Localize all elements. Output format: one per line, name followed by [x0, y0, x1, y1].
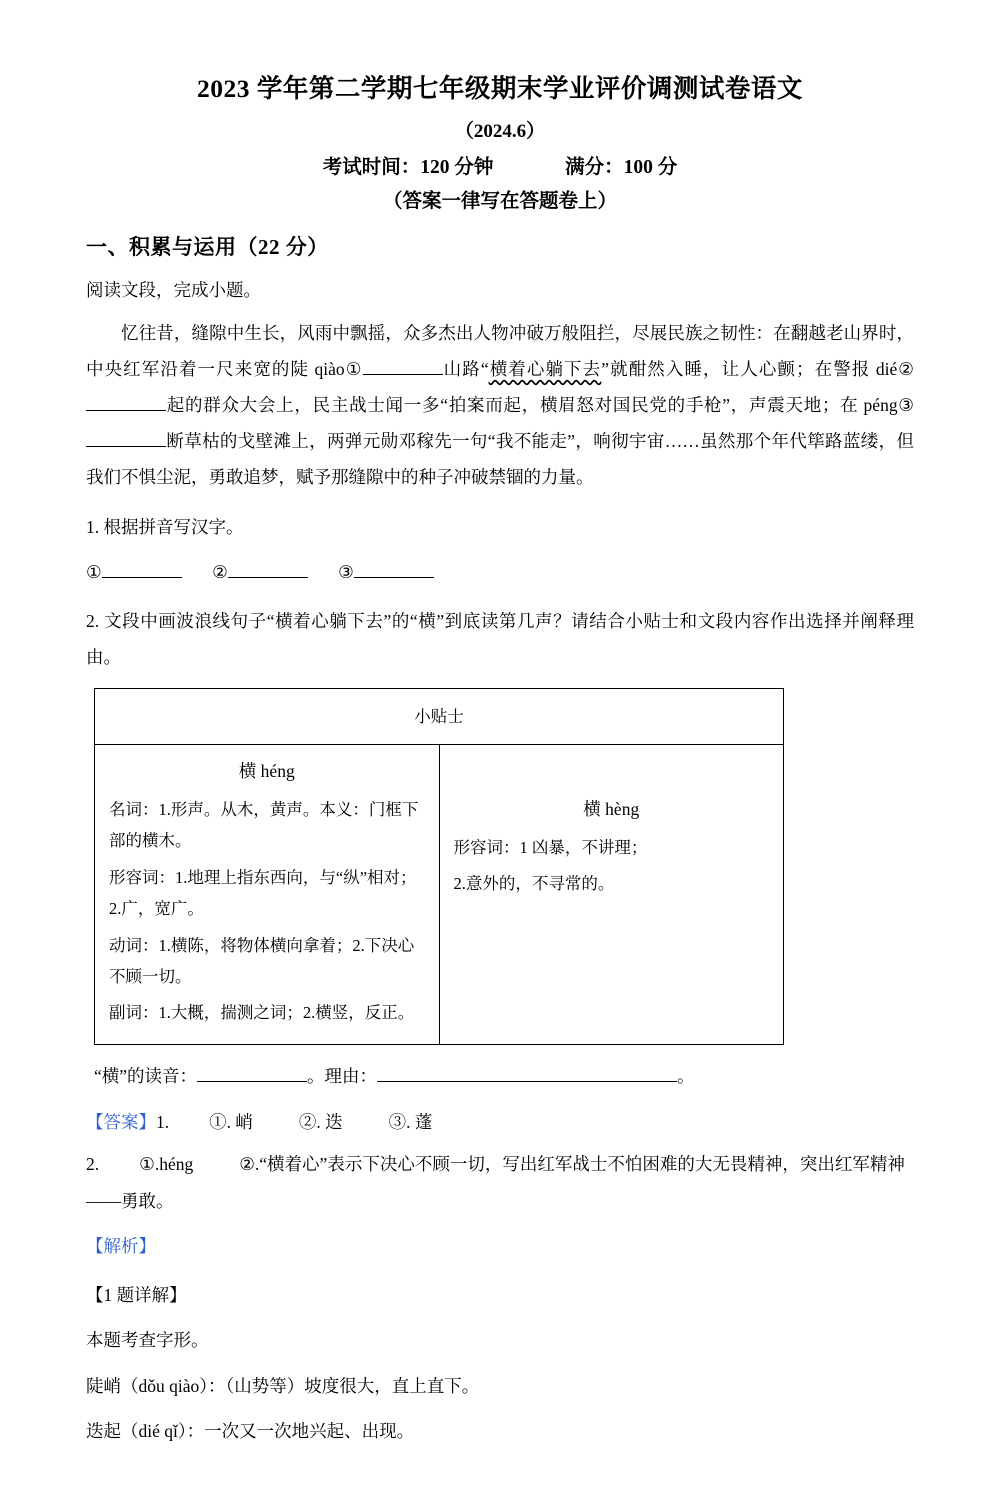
blank-line-2[interactable] — [228, 577, 308, 578]
answer-q2-number: 2. — [86, 1154, 100, 1175]
answer-section — [86, 1104, 914, 1220]
passage-blank-2 — [86, 410, 166, 411]
tip-heng4-line-1: 形容词：1 凶暴，不讲理； — [453, 838, 648, 858]
passage-part-1: 忆往昔，缝隙中生长，风雨中飘摇，众多杰出人物冲破万般阻拦，尽展民族之韧性：在翻越老山界时，中央红军沿着一尺来宽的陡 qiào① — [86, 323, 914, 380]
tip-table-body-row — [95, 744, 784, 1044]
question-2 — [86, 604, 914, 676]
pronunciation-blank[interactable] — [197, 1081, 307, 1082]
tip-table-header-row — [95, 688, 784, 744]
tip-table — [94, 688, 784, 1045]
answer-q2-part-a: ①.héng — [139, 1154, 194, 1175]
passage-part-4: 起的群众大会上，民主战士闻一多“拍案而起，横眉怒对国民党的手枪”，声震天地；在 péng③ — [166, 395, 914, 416]
analysis-line-1: 本题考查字形。 — [86, 1330, 209, 1351]
analysis-tag-line — [86, 1228, 914, 1266]
blank-label-1: ① — [86, 561, 102, 582]
blank-label-3: ③ — [338, 561, 354, 582]
tip-table-cell-heng4 — [439, 744, 784, 1044]
exam-time-label: 考试时间：120 分钟 — [322, 157, 494, 179]
answer-q1-item-3: ③. 蓬 — [388, 1111, 433, 1132]
answer-q1-number: 1. — [156, 1111, 170, 1132]
reason-blank[interactable] — [377, 1081, 677, 1082]
tip-table-cell-heng2 — [95, 744, 440, 1044]
answer-q1-item-2: ②. 迭 — [298, 1111, 343, 1132]
answer-line-1 — [86, 1104, 914, 1141]
answer-blank-item-1 — [86, 562, 182, 582]
exam-date: （2024.6） — [454, 121, 546, 143]
answer-q2-part-b: ②.“横着心”表示下决心不顾一切，写出红军战士不怕困难的大无畏精神，突出红军精神——勇敢。 — [86, 1154, 905, 1212]
answer-blank-item-3 — [338, 562, 434, 582]
answer-tag: 【答案】 — [86, 1111, 156, 1132]
tip-table-title: 小贴士 — [95, 688, 784, 744]
blank-label-2: ② — [212, 561, 228, 582]
tip-heng2-line-2: 形容词：1.地理上指东西向，与“纵”相对；2.广，宽广。 — [109, 867, 417, 919]
answer-line-2 — [86, 1146, 914, 1220]
analysis-q1-heading: 【1 题详解】 — [86, 1285, 187, 1306]
pronunciation-answer-line — [94, 1059, 914, 1094]
analysis-tag: 【解析】 — [86, 1235, 156, 1256]
passage-wave-text: 横着心躺下去 — [488, 359, 602, 380]
blank-line-1[interactable] — [102, 577, 182, 578]
pronunciation-middle: 。理由： — [307, 1065, 378, 1086]
tip-heng4-line-2: 2.意外的，不寻常的。 — [453, 874, 615, 894]
question-1-number: 1. — [86, 516, 100, 537]
passage-part-5: 断草枯的戈壁滩上，两弹元勋邓稼先一句“我不能走”，响彻宇宙……虽然那个年代筚路蓝缕，但我们不惧尘泥，勇敢追梦，赋予那缝隙中的种子冲破禁锢的力量。 — [86, 431, 914, 487]
blank-line-3[interactable] — [354, 577, 434, 578]
tip-heng2-line-4: 副词：1.大概，揣测之词；2.横竖，反正。 — [109, 1003, 415, 1023]
full-score-label: 满分：100 分 — [565, 157, 678, 179]
question-1-answer-blanks — [86, 555, 914, 590]
passage-blank-3 — [86, 446, 166, 447]
answer-q1-item-1: ①. 峭 — [209, 1111, 253, 1132]
exam-meta — [86, 151, 914, 179]
page-title: 2023 学年第二学期七年级期末学业评价调测试卷语文 — [197, 74, 803, 103]
question-2-number: 2. — [86, 610, 100, 631]
tip-heng2-line-3: 动词：1.横陈，将物体横向拿着；2.下决心不顾一切。 — [109, 935, 415, 986]
answer-sheet-note: （答案一律写在答题卷上） — [382, 191, 617, 213]
passage-part-2: 山路“ — [442, 359, 489, 380]
answer-blank-item-2 — [212, 562, 308, 582]
question-1-text: 根据拼音写汉字。 — [103, 516, 244, 537]
passage-blank-1 — [363, 374, 443, 375]
tip-heng2-head: 横 héng — [238, 760, 295, 781]
tip-heng2-line-1: 名词：1.形声。从木，黄声。本义：门框下部的横木。 — [109, 800, 419, 851]
analysis-line-2: 陡峭（dǒu qiào）：（山势等）坡度很大，直上直下。 — [86, 1375, 480, 1396]
question-2-text: 文段中画波浪线句子“横着心躺下去”的“横”到底读第几声？请结合小贴士和文段内容作出选择并阐释理由。 — [86, 610, 914, 667]
pronunciation-prefix: “横”的读音： — [94, 1065, 198, 1086]
section-instruction: 阅读文段，完成小题。 — [86, 280, 261, 301]
reading-passage — [86, 316, 914, 495]
section-heading: 一、积累与运用（22 分） — [86, 235, 329, 260]
question-1 — [86, 510, 914, 545]
tip-heng4-head: 横 hèng — [583, 798, 640, 819]
passage-part-3: ”就酣然入睡，让人心颤；在警报 dié② — [601, 359, 914, 380]
pronunciation-suffix: 。 — [677, 1065, 695, 1086]
analysis-line-3: 迭起（dié qǐ）：一次又一次地兴起、出现。 — [86, 1421, 415, 1442]
